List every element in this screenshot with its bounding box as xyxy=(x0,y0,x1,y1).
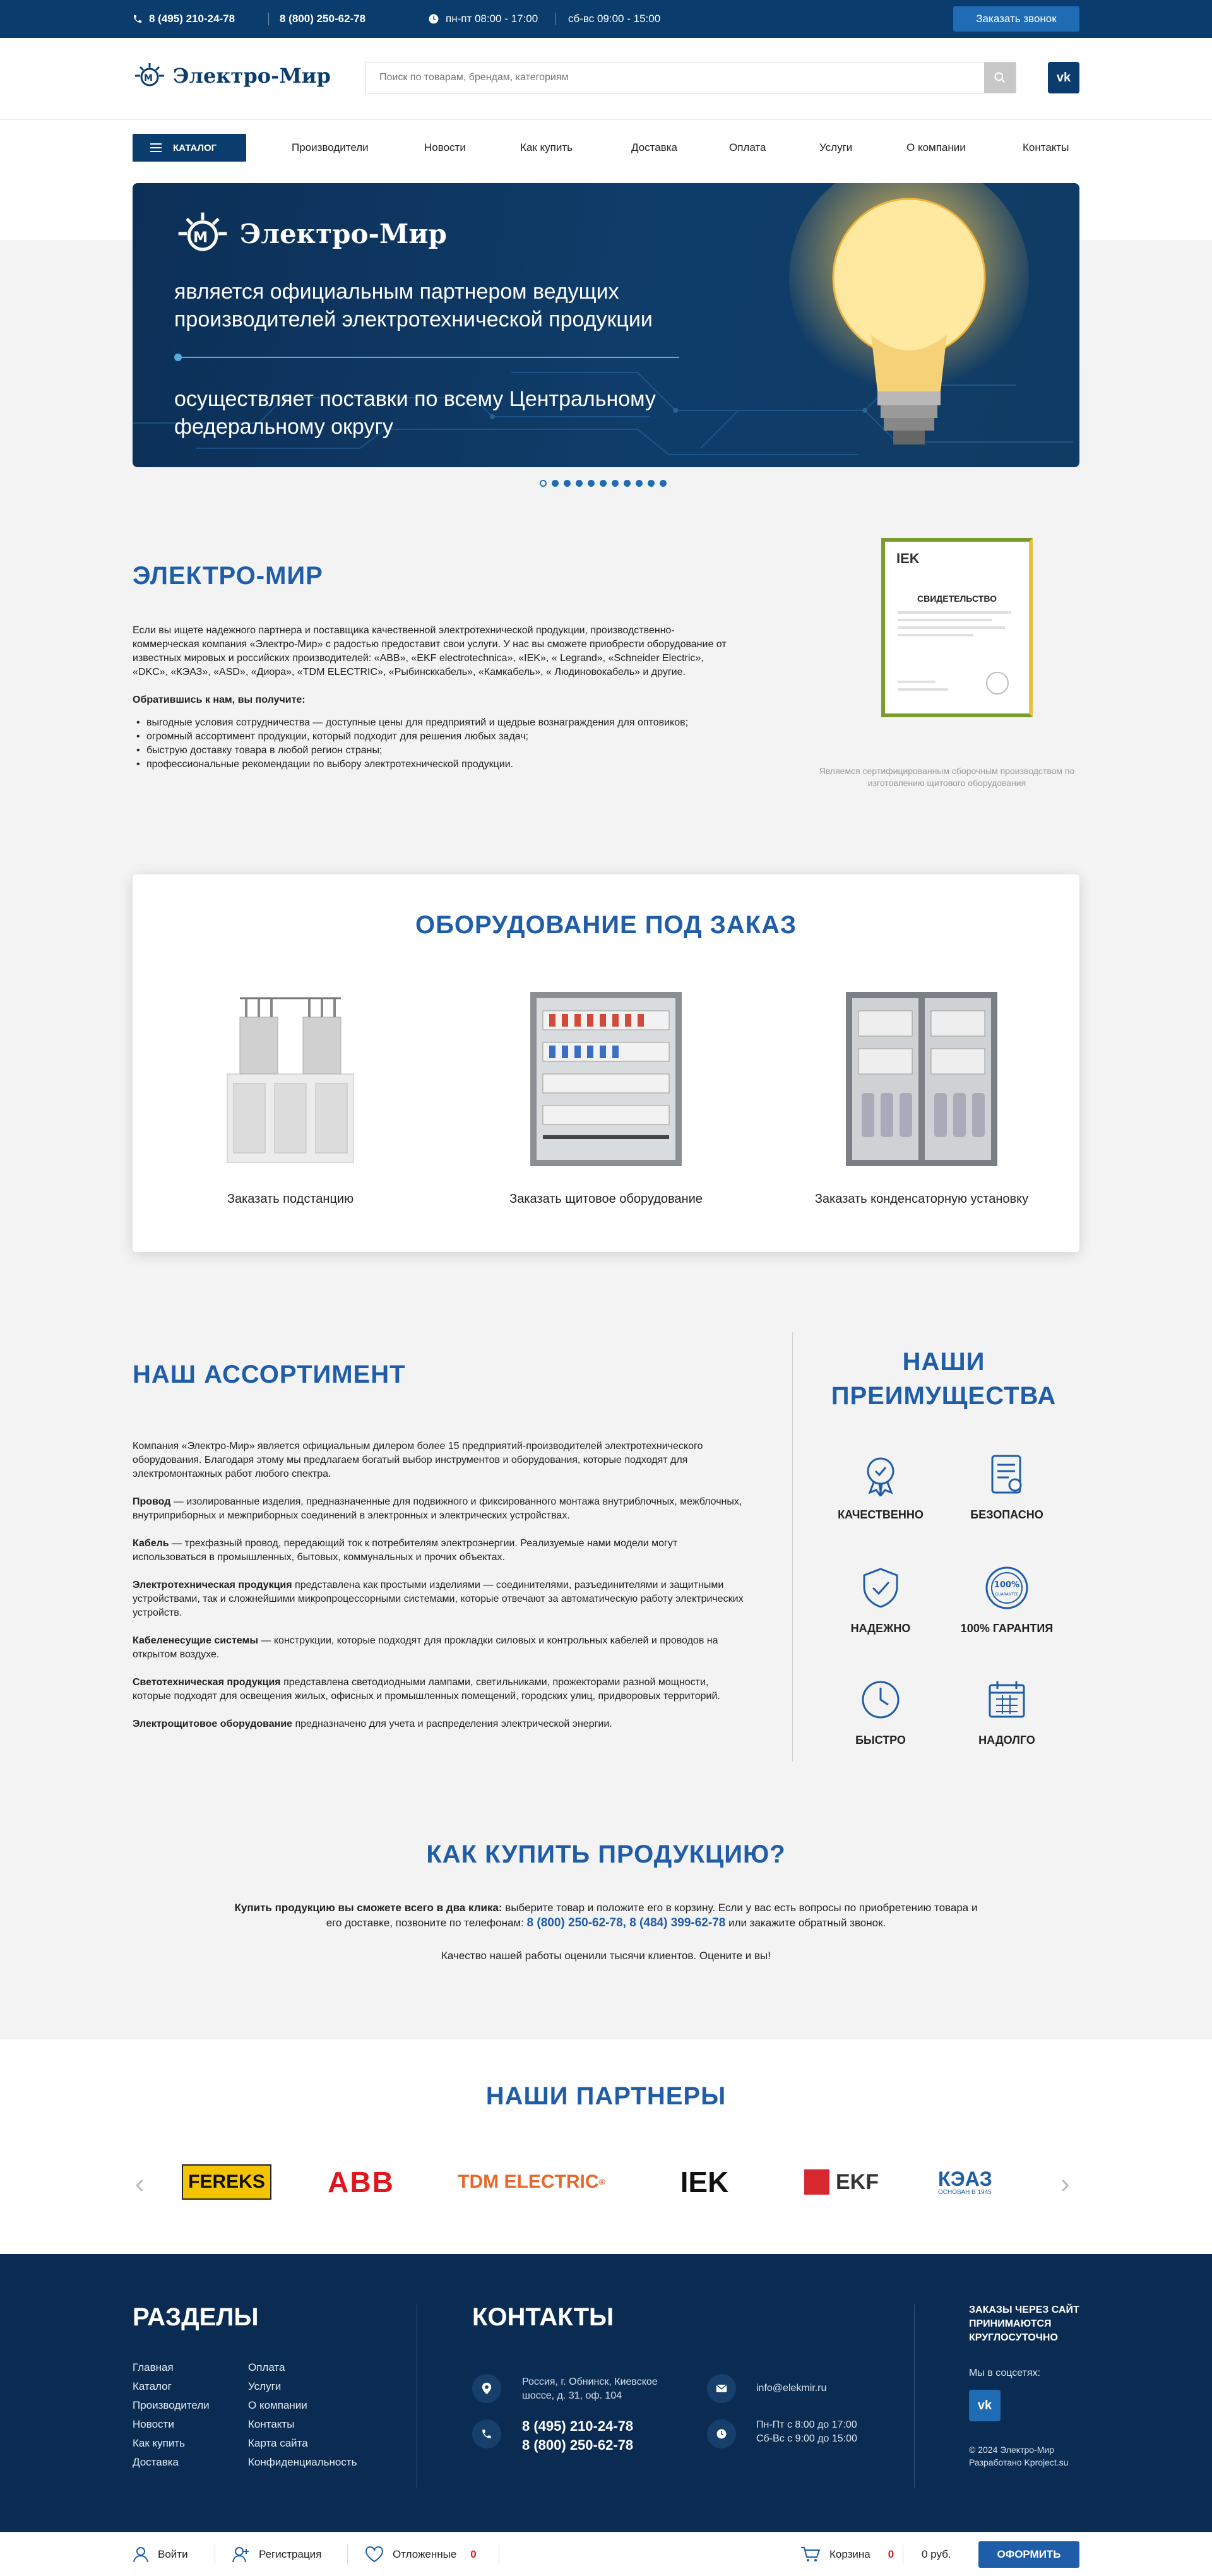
logo-icon xyxy=(133,62,167,90)
nav-item-contacts[interactable]: Контакты xyxy=(1023,141,1069,153)
menu-icon xyxy=(150,143,162,152)
svg-text:M: M xyxy=(193,228,208,246)
banner-text-delivery: осуществляет поставки по всему Центральному федеральному округу xyxy=(174,387,656,439)
advantage-quality: КАЧЕСТВЕННО xyxy=(817,1449,944,1522)
partner-logo-abb[interactable]: ABB xyxy=(328,2166,395,2198)
footer-links-col2 xyxy=(248,2358,357,2472)
about-text xyxy=(133,624,732,772)
login-button[interactable]: Войти xyxy=(133,2532,188,2576)
mail-icon xyxy=(707,2374,736,2403)
partners-title: НАШИ ПАРТНЕРЫ xyxy=(485,2082,727,2110)
header xyxy=(0,38,1212,120)
footer-link[interactable]: Как купить xyxy=(133,2437,185,2449)
equipment-label: Заказать подстанцию xyxy=(227,1192,354,1206)
partner-logo-iek[interactable]: IEK xyxy=(680,2166,729,2198)
order-call-button[interactable]: Заказать звонок xyxy=(953,6,1079,32)
slider-dot[interactable] xyxy=(564,480,571,487)
bottom-bar xyxy=(0,2532,1212,2576)
assortment-item: Электрощитовое оборудование предназначено для учета и распределения электрической энергии. xyxy=(133,1719,612,1729)
cart-count: 0 xyxy=(888,2548,894,2560)
list-item: • быструю доставку товара в любой регион страны; xyxy=(133,744,732,758)
guarantee-seal-icon xyxy=(982,1563,1032,1613)
search-bar xyxy=(365,62,1016,93)
equipment-item-switchboard[interactable] xyxy=(467,992,745,1207)
partner-logo-ekf[interactable]: EKF xyxy=(794,2164,889,2200)
list-item: • выгодные условия сотрудничества — доступные цены для предприятий и щедрые вознаграждения для оптовиков; xyxy=(133,716,732,730)
svg-text:M: M xyxy=(144,73,153,83)
search-icon xyxy=(994,71,1006,84)
clock-icon xyxy=(707,2419,736,2448)
footer-link[interactable]: Главная xyxy=(133,2361,174,2373)
assortment-title: НАШ АССОРТИМЕНТ xyxy=(133,1361,406,1388)
switchboard-image xyxy=(530,992,682,1166)
footer-link[interactable]: Конфиденциальность xyxy=(248,2456,357,2468)
assortment-item: Кабеленесущие системы — конструкции, которые подходят для прокладки силовых и контрольных кабелей и проводов на открытом воздухе. xyxy=(133,1635,718,1660)
search-button[interactable] xyxy=(984,63,1016,93)
work-hours: пн-пт 08:00 - 17:00 xyxy=(428,0,538,38)
certificate-image[interactable] xyxy=(881,538,1033,717)
assortment-item: Электротехническая продукция представлена как простыми изделиями — соединителями, разъединителями и защитными устройствами, так и сложнейшими микропроцессорными системами, которые отвечают за автоматическую работу электрических устройств. xyxy=(133,1580,744,1618)
equipment-title: ОБОРУДОВАНИЕ ПОД ЗАКАЗ xyxy=(415,911,797,939)
svg-text:GUARANTEE: GUARANTEE xyxy=(995,1592,1019,1597)
footer-link[interactable]: Производители xyxy=(133,2399,210,2411)
slider-dot[interactable] xyxy=(612,480,619,487)
register-button[interactable]: Регистрация xyxy=(232,2532,321,2576)
footer-email[interactable]: info@elekmir.ru xyxy=(756,2383,827,2394)
vk-header-button[interactable] xyxy=(1048,62,1079,93)
cart-sum: 0 руб. xyxy=(922,2548,951,2560)
top-phone-2[interactable]: 8 (800) 250-62-78 xyxy=(280,13,366,25)
footer-hours-1: Пн-Пт с 8:00 до 17:00 xyxy=(756,2419,857,2430)
list-item: • огромный ассортимент продукции, который подходит для решения любых задач; xyxy=(133,730,732,744)
search-input[interactable] xyxy=(365,63,984,93)
nav-item-news[interactable]: Новости xyxy=(424,141,466,153)
footer-link[interactable]: Доставка xyxy=(133,2456,179,2468)
equipment-item-substation[interactable] xyxy=(152,992,429,1207)
ekf-mark-icon xyxy=(804,2169,829,2195)
user-icon xyxy=(133,2546,149,2563)
equipment-section xyxy=(133,874,1079,1252)
equipment-label: Заказать конденсаторную установку xyxy=(814,1192,1029,1206)
how-to-buy-phones[interactable]: 8 (800) 250-62-78, 8 (484) 399-62-78 xyxy=(526,1916,726,1929)
about-title: ЭЛЕКТРО-МИР xyxy=(133,562,323,590)
banner-divider xyxy=(174,357,679,358)
footer-phone-2[interactable]: 8 (800) 250-62-78 xyxy=(522,2437,634,2453)
checkout-button[interactable]: ОФОРМИТЬ xyxy=(978,2541,1079,2568)
advantage-guarantee: 100% GUARANTEE 100% ГАРАНТИЯ xyxy=(944,1563,1070,1635)
slider-dot[interactable] xyxy=(624,480,631,487)
cert-brand: IEK xyxy=(896,551,920,566)
footer xyxy=(0,2254,1212,2532)
vk-footer-button[interactable] xyxy=(969,2390,1001,2421)
footer-phone-1[interactable]: 8 (495) 210-24-78 xyxy=(522,2418,634,2434)
top-bar xyxy=(0,0,1212,38)
logo-icon xyxy=(174,208,231,259)
how-to-buy-note: Качество нашей работы оценили тысячи клиентов. Оцените и вы! xyxy=(441,1950,771,1962)
shield-check-icon xyxy=(855,1563,906,1613)
assortment-item: Светотехническая продукция представлена светодиодными лампами, светильниками, прожекторами разной мощности, которые подходят для освещения жилых, офисных и промышленных помещений, городских улиц, придворовых территорий. xyxy=(133,1677,720,1702)
phone-icon xyxy=(472,2419,501,2448)
advantage-reliable: НАДЕЖНО xyxy=(817,1563,944,1635)
banner-text-partner: является официальным партнером ведущих производителей электротехнической продукции xyxy=(174,280,653,331)
light-bulb-image xyxy=(789,183,1029,467)
footer-developer-link[interactable]: Разработано Kproject.su xyxy=(969,2457,1069,2467)
partner-logo-keaz[interactable]: КЭАЗ ОСНОВАН В 1945 xyxy=(938,2167,992,2196)
equipment-item-capacitor[interactable] xyxy=(783,992,1060,1207)
partner-logo-fereks[interactable]: FEREKS xyxy=(182,2164,271,2200)
benefits-list xyxy=(133,716,732,772)
nav-item-about[interactable]: О компании xyxy=(906,141,966,153)
deferred-count: 0 xyxy=(470,2548,477,2560)
substation-image xyxy=(215,992,366,1166)
footer-link[interactable]: Новости xyxy=(133,2418,174,2430)
slider-dot[interactable] xyxy=(636,480,643,487)
clock-icon xyxy=(428,13,439,25)
footer-link[interactable]: Карта сайта xyxy=(248,2437,308,2449)
quality-badge-icon xyxy=(855,1449,906,1500)
about-lead: Обратившись к нам, вы получите: xyxy=(133,695,306,705)
advantage-long: НАДОЛГО xyxy=(944,1674,1070,1747)
footer-sections-title: РАЗДЕЛЫ xyxy=(133,2303,259,2331)
footer-links-col1 xyxy=(133,2358,210,2472)
nav-item-services[interactable]: Услуги xyxy=(819,141,853,153)
assortment-text xyxy=(133,1440,748,1745)
nav-item-how-to-buy[interactable]: Как купить xyxy=(520,141,573,153)
phone-icon xyxy=(133,14,143,24)
cart-icon xyxy=(800,2546,821,2563)
partners-prev-arrow[interactable]: ‹ xyxy=(135,2168,145,2199)
footer-link[interactable]: О компании xyxy=(248,2399,307,2411)
nav-item-payment[interactable]: Оплата xyxy=(729,141,766,153)
advantages-title: НАШИ ПРЕИМУЩЕСТВА xyxy=(831,1348,1057,1410)
top-phone-1[interactable]: 8 (495) 210-24-78 xyxy=(133,0,235,38)
footer-divider xyxy=(914,2305,915,2488)
slider-dot[interactable] xyxy=(648,480,655,487)
certificate-caption: Являемся сертифицированным сборочным производством по изготовлению щитового оборудования xyxy=(819,766,1075,788)
location-icon xyxy=(472,2374,501,2403)
calendar-icon xyxy=(982,1674,1032,1725)
how-to-buy-text: Купить продукцию вы сможете всего в два клика: выберите товар и положите его в корзину. Если у вас есть вопросы по приобретению товара и его доставке, позвоните по телефонам: 8 (800) 250-62-78, 8 (484) 399-62-78 или закажите обратный звонок. xyxy=(234,1902,978,1929)
heart-icon xyxy=(365,2546,384,2563)
equipment-label: Заказать щитовое оборудование xyxy=(509,1192,703,1206)
assortment-intro: Компания «Электро-Мир» является официальным дилером более 15 предприятий-производителей электротехнического оборудования. Благодаря этому мы предлагаем богатый выбор инструментов и оборудования, которые подходят для электромонтажных работ любого спектра. xyxy=(133,1441,703,1479)
slider-dot[interactable] xyxy=(588,480,595,487)
how-to-buy-title: КАК КУПИТЬ ПРОДУКЦИЮ? xyxy=(426,1840,786,1868)
clock-icon xyxy=(855,1674,906,1725)
assortment-item: Кабель — трехфазный провод, передающий ток к потребителям электроэнергии. Реализуемые нами модели могут использоваться в промышленных, бытовых, коммунальных и прочих объектах. xyxy=(133,1538,678,1563)
slider-dot[interactable] xyxy=(540,480,547,487)
footer-orders-note: ЗАКАЗЫ ЧЕРЕЗ САЙТ ПРИНИМАЮТСЯ КРУГЛОСУТОЧНО xyxy=(969,2305,1079,2343)
nav-item-delivery[interactable]: Доставка xyxy=(631,141,678,153)
safe-document-icon xyxy=(982,1449,1032,1500)
catalog-button[interactable]: КАТАЛОГ xyxy=(133,134,246,162)
slider-dots xyxy=(540,480,667,487)
advantage-fast: БЫСТРО xyxy=(817,1674,944,1747)
partners-next-arrow[interactable]: › xyxy=(1060,2168,1070,2199)
about-paragraph: Если вы ищете надежного партнера и поставщика качественной электротехнической продукции, производственно-коммерческая компания «Электро-Мир» с радостью предоставит свои услуги. У нас вы сможете приобрести оборудование от известных мировых и российских производителей: «ABB», «EKF electrotechnica», «IEK», « Legrand», «Schneider Electric», «DKC», «КЭАЗ», «ASD», «Диора», «TDM ELECTRIC», «Рыбинсккабель», «Камкабель», « Людиновокабель» и другие. xyxy=(133,625,727,677)
assortment-item: Провод — изолированные изделия, предназначенные для подвижного и фиксированного монтажа внутриблочных, межблочных, внутриприборных и межприборных соединений в электронных и электрических устройствах. xyxy=(133,1496,742,1521)
capacitor-unit-image xyxy=(846,992,997,1166)
vk-icon: vk xyxy=(977,2398,992,2412)
add-user-icon xyxy=(232,2546,250,2563)
nav-item-manufacturers[interactable]: Производители xyxy=(292,141,369,153)
hero-banner[interactable] xyxy=(133,183,1079,467)
weekend-hours: сб-вс 09:00 - 15:00 xyxy=(568,13,661,25)
svg-text:100%: 100% xyxy=(994,1580,1020,1590)
partner-logo-tdm[interactable]: TDM ELECTRIC ® xyxy=(458,2171,605,2192)
site-logo[interactable]: M Электро-Мир xyxy=(133,62,331,90)
slider-dot[interactable] xyxy=(660,480,667,487)
banner-logo: M Электро-Мир xyxy=(174,208,447,259)
list-item: • профессиональные рекомендации по выбору электротехнической продукции. xyxy=(133,758,732,772)
deferred-button[interactable]: Отложенные 0 xyxy=(365,2532,477,2576)
footer-link[interactable]: Услуги xyxy=(248,2380,282,2392)
slider-dot[interactable] xyxy=(576,480,583,487)
footer-link[interactable]: Контакты xyxy=(248,2418,295,2430)
cert-title: СВИДЕТЕЛЬСТВО xyxy=(917,593,997,604)
cart-button[interactable]: Корзина 0 xyxy=(800,2532,894,2576)
vk-icon: vk xyxy=(1056,70,1071,85)
footer-hours-2: Сб-Вс с 9:00 до 15:00 xyxy=(756,2433,857,2444)
slider-dot[interactable] xyxy=(552,480,559,487)
section-divider xyxy=(792,1332,793,1762)
footer-copyright: © 2024 Электро-Мир xyxy=(969,2445,1054,2455)
footer-link[interactable]: Оплата xyxy=(248,2361,285,2373)
footer-contacts-title: КОНТАКТЫ xyxy=(472,2303,614,2331)
footer-link[interactable]: Каталог xyxy=(133,2380,172,2392)
slider-dot[interactable] xyxy=(600,480,607,487)
advantage-safe: БЕЗОПАСНО xyxy=(944,1449,1070,1522)
footer-social-label: Мы в соцсетях: xyxy=(969,2368,1041,2378)
footer-address: Россия, г. Обнинск, Киевское шоссе, д. 31, оф. 104 xyxy=(522,2376,658,2401)
